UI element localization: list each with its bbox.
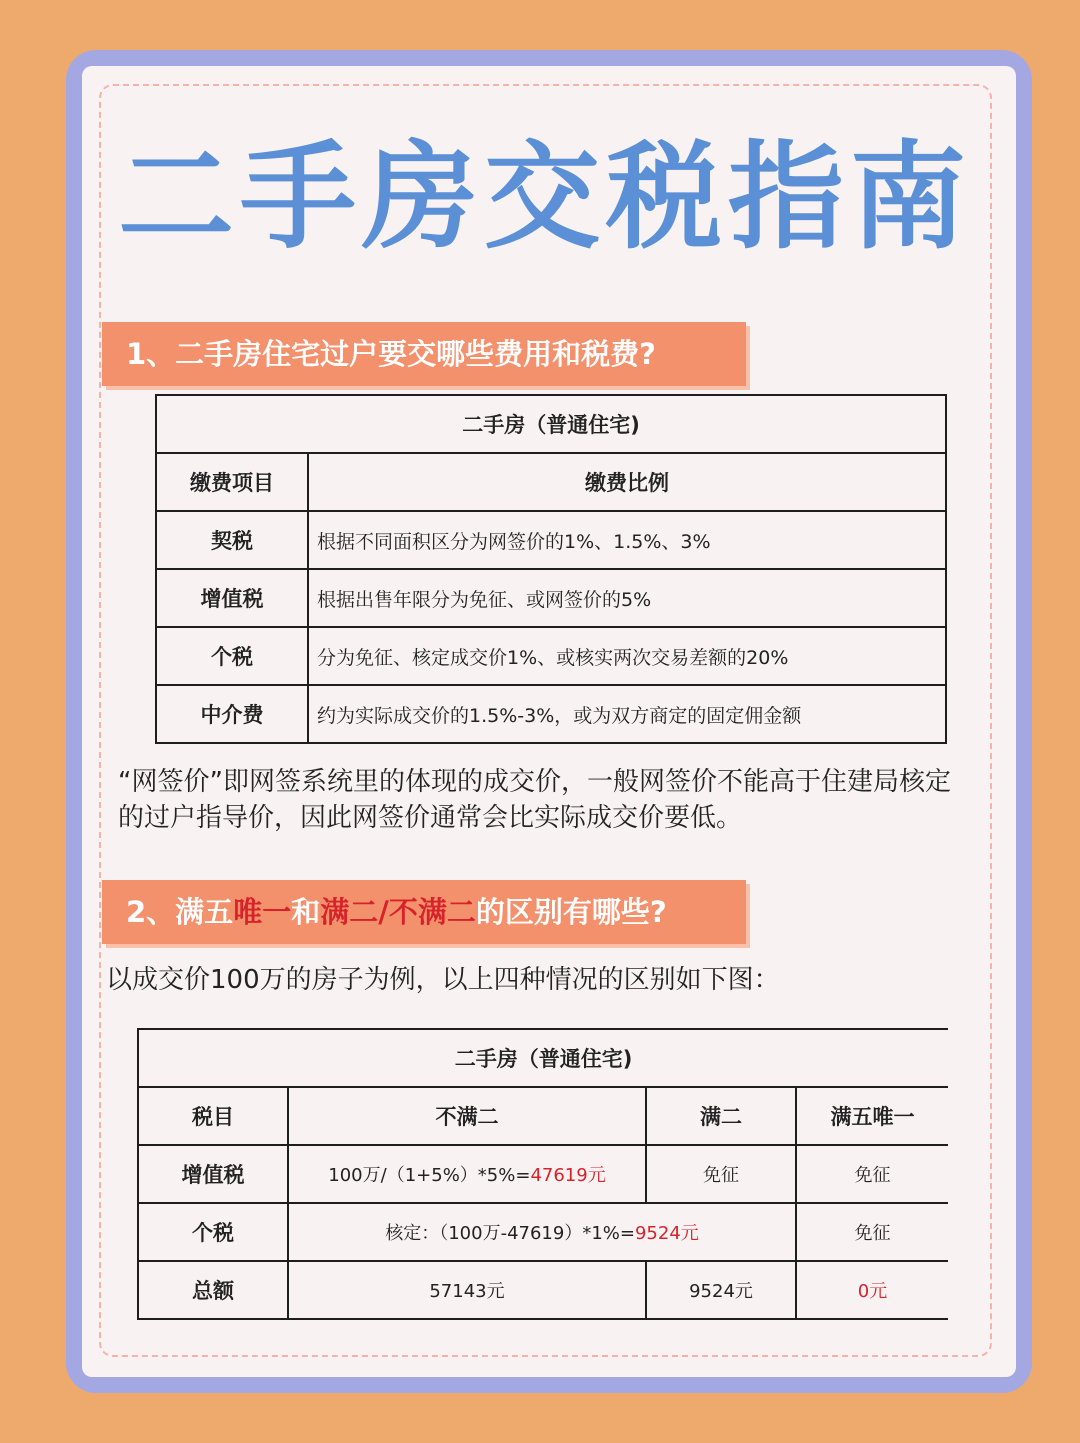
fee-ratio: 根据出售年限分为免征、或网签价的5%: [308, 569, 946, 627]
col-over-five-unique: 满五唯一: [796, 1087, 948, 1145]
table-row: [156, 685, 946, 743]
fee-table: [155, 394, 947, 744]
wangqian-note: “网签价”即网签系统里的体现的成交价，一般网签价不能高于住建局核定的过户指导价，因此网签价通常会比实际成交价要低。: [118, 767, 951, 833]
section2-heading: [102, 880, 746, 944]
comparison-caption: 二手房（普通住宅): [138, 1029, 948, 1087]
heading-part: 的区别有哪些?: [475, 895, 667, 929]
heading-part: 和: [291, 895, 321, 929]
table-row: [138, 1203, 948, 1261]
vat-over-five: 免征: [796, 1145, 948, 1203]
tax-comparison-table: [137, 1028, 948, 1320]
vat-label: 增值税: [138, 1145, 288, 1203]
income-tax-label: 个税: [138, 1203, 288, 1261]
total-label: 总额: [138, 1261, 288, 1319]
fee-table-caption: 二手房（普通住宅): [156, 395, 946, 453]
section1-heading: 1、二手房住宅过户要交哪些费用和税费?: [102, 322, 746, 386]
total-over-five: 0元: [796, 1261, 948, 1319]
table-row: [156, 569, 946, 627]
income-tax-over-five: 免征: [796, 1203, 948, 1261]
vat-formula: 100万/（1+5%）*5%=: [328, 1165, 531, 1186]
page-title: 二手房交税指南: [118, 130, 972, 265]
heading-highlight: 唯一: [233, 895, 292, 929]
heading-highlight: /: [378, 895, 389, 929]
fee-item: 契税: [156, 511, 308, 569]
col-under-two: 不满二: [288, 1087, 646, 1145]
income-result: 9524元: [634, 1223, 699, 1244]
table-row: [138, 1145, 948, 1203]
table-row: [138, 1261, 948, 1319]
col-tax-item: 税目: [138, 1087, 288, 1145]
heading-highlight: 满二: [320, 895, 379, 929]
fee-item: 增值税: [156, 569, 308, 627]
fee-ratio: 分为免征、核定成交价1%、或核实两次交易差额的20%: [308, 627, 946, 685]
fee-table-col-item: 缴费项目: [156, 453, 308, 511]
income-formula: 核定：（100万-47619）*1%=: [385, 1223, 635, 1244]
heading-highlight: 不满二: [388, 895, 476, 929]
income-tax-shared: [288, 1203, 796, 1261]
total-over-two: 9524元: [646, 1261, 796, 1319]
fee-table-col-ratio: 缴费比例: [308, 453, 946, 511]
fee-item: 中介费: [156, 685, 308, 743]
fee-ratio: 约为实际成交价的1.5%-3%，或为双方商定的固定佣金额: [308, 685, 946, 743]
table-row: [156, 627, 946, 685]
fee-ratio: 根据不同面积区分为网签价的1%、1.5%、3%: [308, 511, 946, 569]
heading-part: 2、满五: [126, 895, 234, 929]
table-row: [156, 511, 946, 569]
fee-item: 个税: [156, 627, 308, 685]
vat-under-two: [288, 1145, 646, 1203]
total-under-two: 57143元: [288, 1261, 646, 1319]
table-row: [138, 1087, 948, 1145]
col-over-two: 满二: [646, 1087, 796, 1145]
example-intro: 以成交价100万的房子为例，以上四种情况的区别如下图：: [106, 965, 780, 995]
vat-result: 47619元: [530, 1165, 606, 1186]
vat-over-two: 免征: [646, 1145, 796, 1203]
